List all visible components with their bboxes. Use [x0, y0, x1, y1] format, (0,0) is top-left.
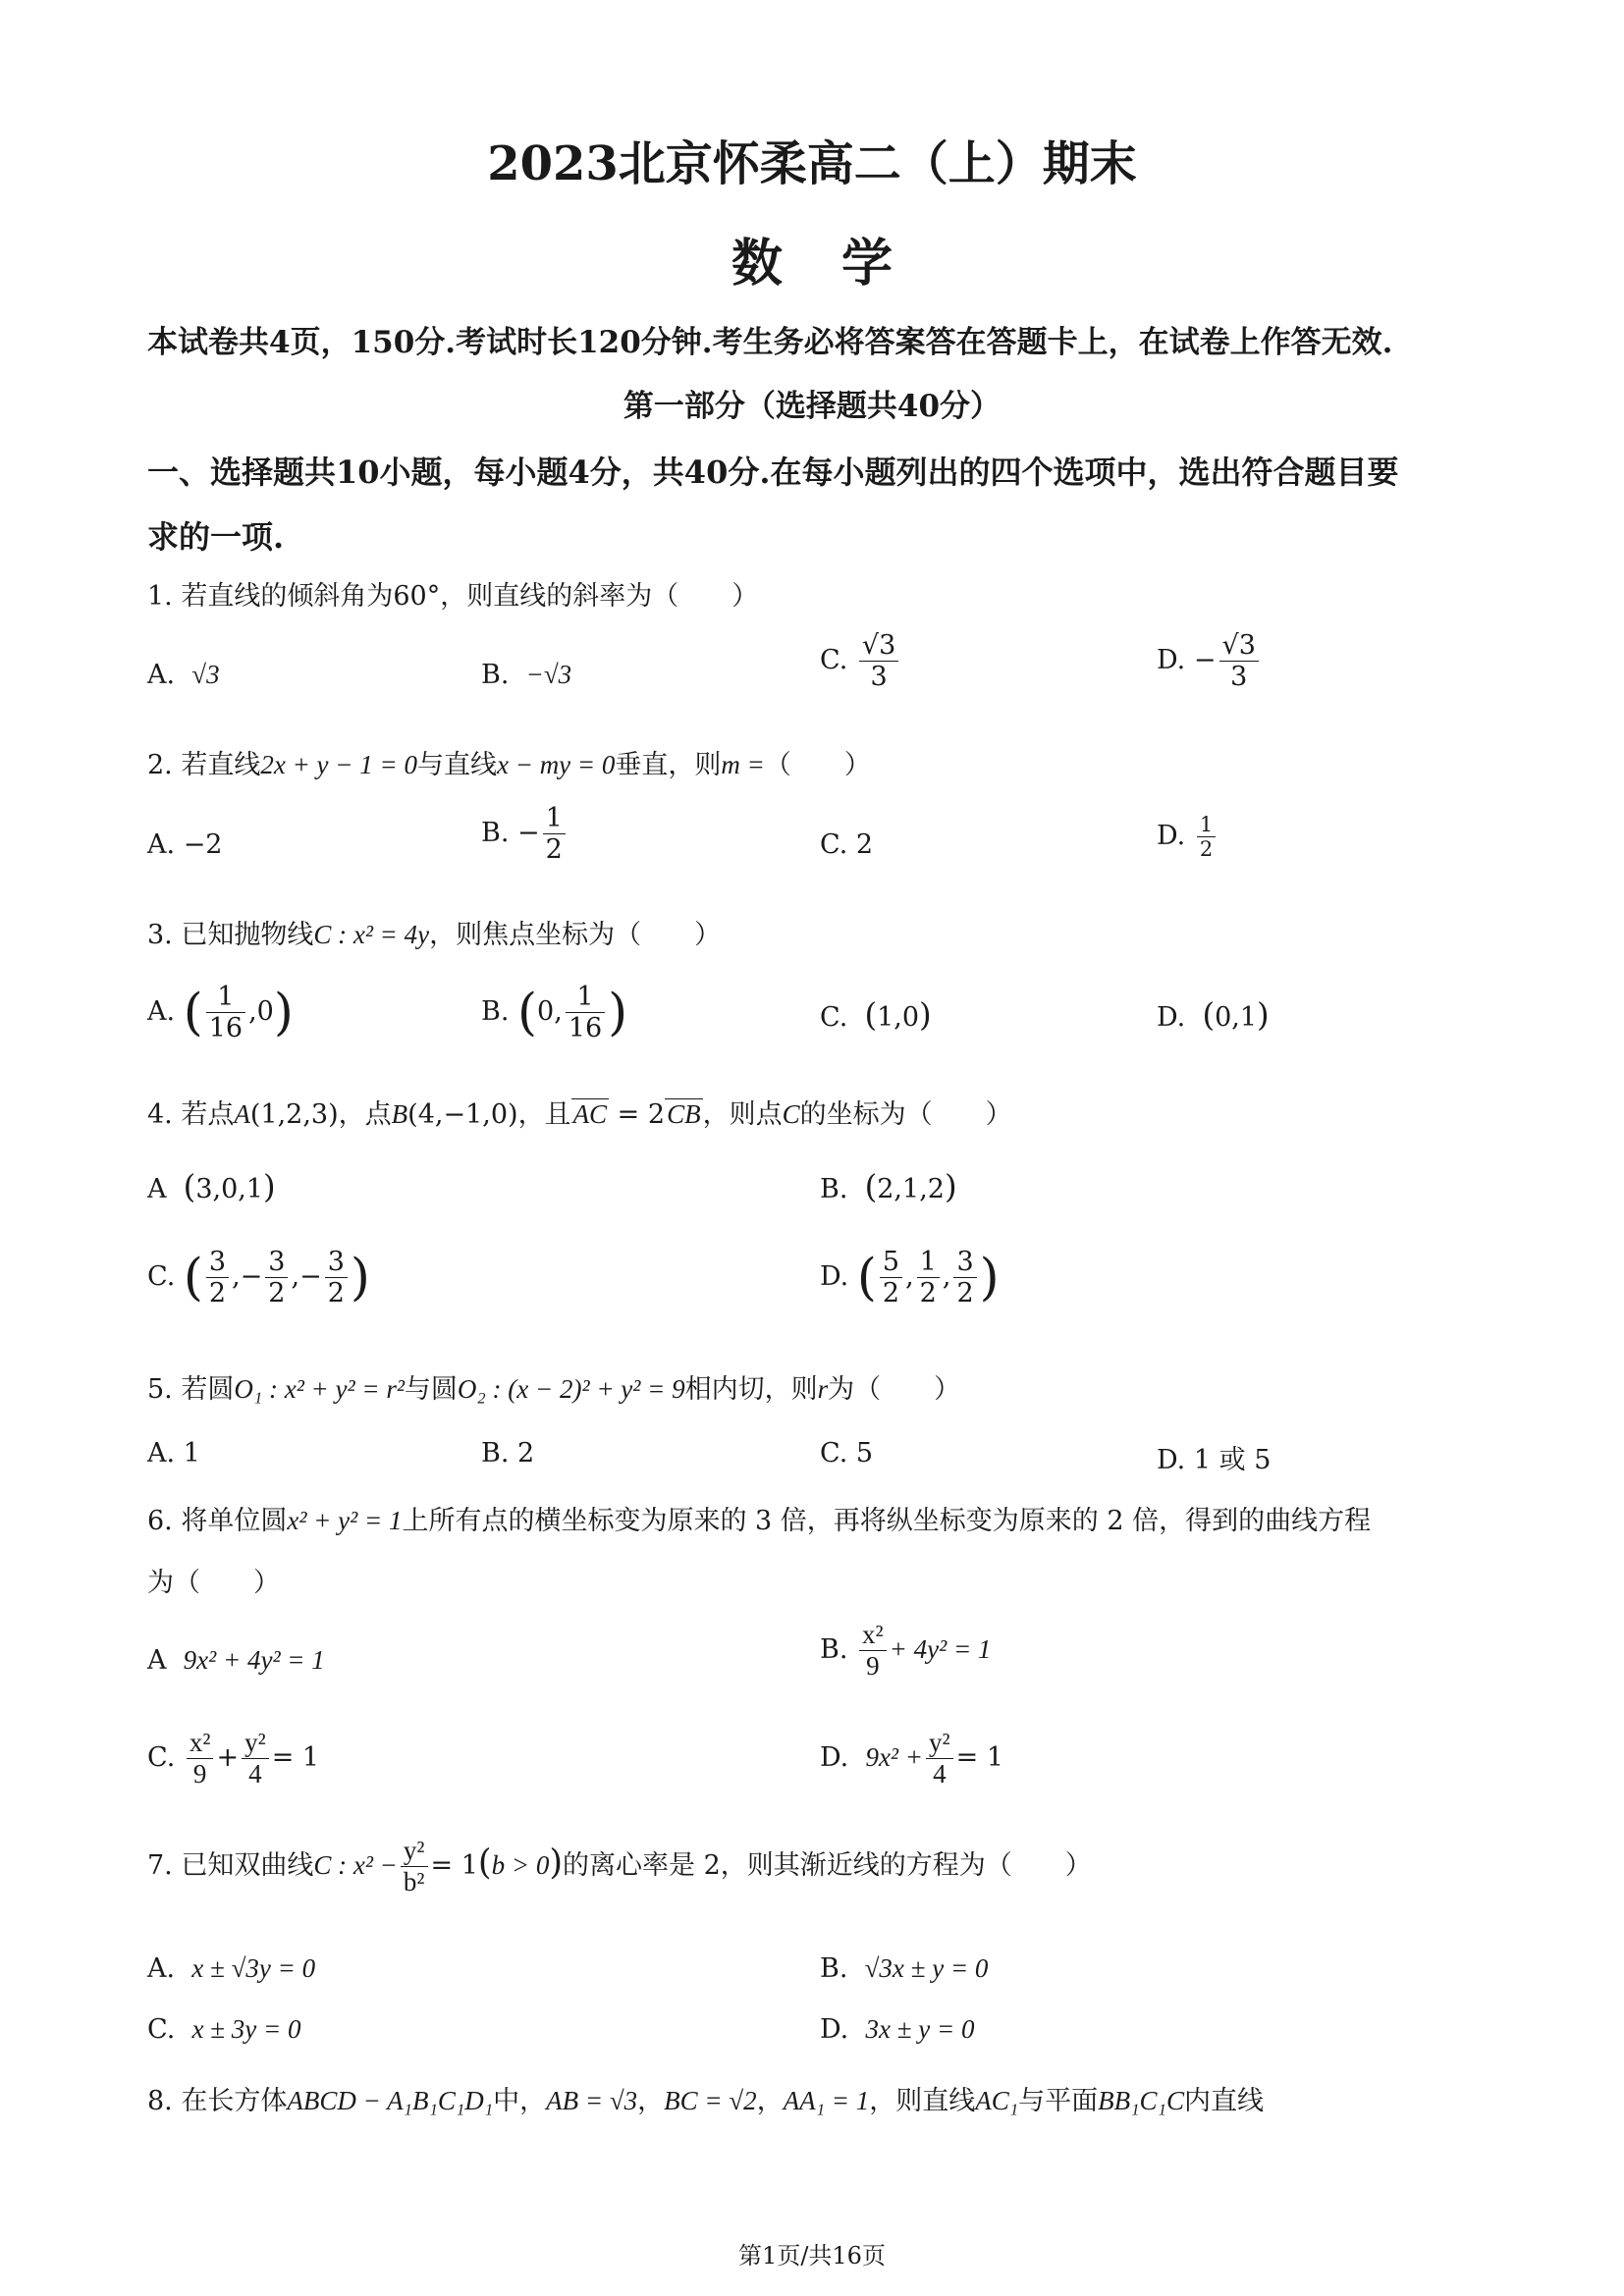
q6-option-b[interactable]: B. $\frac{\text{x²}}{9}$ + 4y² = 1 [820, 1620, 992, 1682]
question-8-stem: 8. 在长方体ABCD − A₁B₁C₁D₁中，AB = √3，BC = √2，AA₁ = 1，则直线AC₁与平面BB₁C₁C内直线 [147, 2086, 1264, 2116]
q3-option-a[interactable]: A. ( $\frac{1}{16}$ ,0) [147, 982, 294, 1044]
question-3-stem: 3. 已知抛物线C : x² = 4y，则焦点坐标为（ ） [147, 920, 722, 950]
question-6-stem: 6. 将单位圆x² + y² = 1上所有点的横坐标变为原来的 3 倍，再将纵坐标变为原来的 2 倍，得到的曲线方程 [147, 1506, 1372, 1536]
q7-option-b[interactable]: B. √3x ± y = 0 [820, 1953, 989, 1984]
question-1-stem: 1. 若直线的倾斜角为60°，则直线的斜率为（ ） [147, 581, 759, 612]
q4-option-d[interactable]: D. ( $\frac{5}{2}$ , $\frac{1}{2}$ , $\frac{3}{2}$ ) [820, 1247, 1000, 1309]
question-4-stem: 4. 若点A(1,2,3)，点B(4,−1,0)，且AC = 2CB，则点C的坐标为（ ） [147, 1099, 1012, 1130]
q1-option-b[interactable]: B. −√3 [481, 660, 572, 690]
question-2-stem: 2. 若直线2x + y − 1 = 0与直线x − my = 0垂直，则m =（ ） [147, 750, 871, 780]
q6-option-d[interactable]: D. 9x² + $\frac{\text{y²}}{4}$ = 1 [820, 1728, 1004, 1789]
q4-option-b[interactable]: B. (2,1,2) [820, 1168, 957, 1205]
q7-option-a[interactable]: A. x ± √3y = 0 [147, 1953, 316, 1984]
q1-option-c[interactable]: C. $\frac{√3}{3}$ [820, 630, 901, 692]
q5-option-c[interactable]: C. 5 [820, 1438, 874, 1468]
q4-option-a[interactable]: A (3,0,1) [147, 1168, 276, 1205]
q7-option-d[interactable]: D. 3x ± y = 0 [820, 2014, 975, 2045]
q1-option-a[interactable]: A. √3 [147, 660, 220, 690]
q3-option-b[interactable]: B. (0, $\frac{1}{16}$ ) [481, 982, 628, 1044]
subject-title: 数学 [731, 234, 951, 294]
q7-option-c[interactable]: C. x ± 3y = 0 [147, 2014, 301, 2045]
question-7-stem: 7. 已知双曲线C : x² − $\frac{\text{y²}}{\text{b²}}$ = 1(b > 0)的离心率是 2，则其渐近线的方程为（ ） [147, 1836, 1092, 1897]
section-one-heading: 一、选择题共10小题，每小题4分，共40分.在每小题列出的四个选项中，选出符合题目要 [147, 454, 1399, 491]
q3-option-d[interactable]: D. (0,1) [1157, 996, 1270, 1034]
q2-option-d[interactable]: D. $\frac{1}{2}$ [1157, 813, 1218, 861]
q4-option-c[interactable]: C. ( $\frac{3}{2}$ ,− $\frac{3}{2}$ ,− $\frac{3}{2}$ ) [147, 1247, 370, 1309]
q5-option-b[interactable]: B. 2 [481, 1438, 535, 1468]
question-5-stem: 5. 若圆O₁ : x² + y² = r²与圆O₂ : (x − 2)² + y² = 9相内切，则r为（ ） [147, 1374, 961, 1405]
q2-option-b[interactable]: B. − $\frac{1}{2}$ [481, 803, 568, 865]
exam-notice: 本试卷共4页，150分.考试时长120分钟.考生务必将答案答在答题卡上，在试卷上作答无效. [147, 325, 1393, 360]
q6-option-c[interactable]: C. $\frac{\text{x²}}{9}$ + $\frac{\text{y²}}{4}$ = 1 [147, 1728, 320, 1789]
q1-option-d[interactable]: D. − $\frac{√3}{3}$ [1157, 630, 1262, 692]
section-one-heading-cont: 求的一项. [147, 518, 285, 556]
q3-option-c[interactable]: C. (1,0) [820, 996, 932, 1034]
q6-option-a[interactable]: A 9x² + 4y² = 1 [147, 1645, 325, 1676]
page-footer: 第1页/共16页 [738, 2242, 886, 2269]
q2-option-a[interactable]: A. −2 [147, 829, 223, 860]
q2-option-c[interactable]: C. 2 [820, 829, 874, 860]
q5-option-d[interactable]: D. 1 或 5 [1157, 1445, 1272, 1475]
question-6-stem-cont: 为（ ） [147, 1568, 280, 1598]
part-one-heading: 第一部分（选择题共40分） [623, 389, 1001, 424]
exam-title: 2023北京怀柔高二（上）期末 [487, 136, 1137, 191]
q5-option-a[interactable]: A. 1 [147, 1438, 200, 1468]
